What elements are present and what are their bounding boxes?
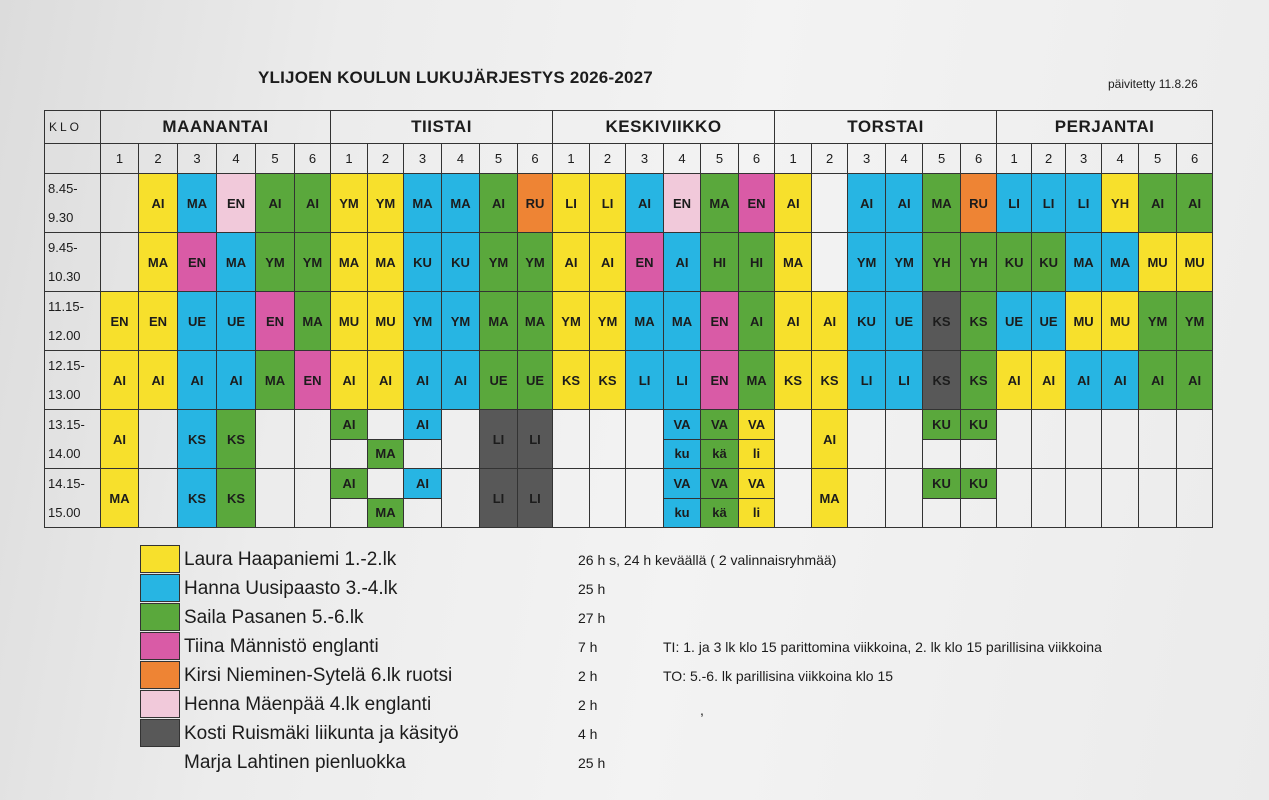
legend-hours: 7 h <box>578 639 598 655</box>
empty-cell <box>1066 469 1102 528</box>
empty-cell <box>1139 410 1177 469</box>
subject-cell: MA <box>480 292 518 351</box>
subject-cell: KS <box>961 292 997 351</box>
subject-cell: MA <box>217 233 256 292</box>
lesson-row-top <box>45 410 1213 440</box>
subject-cell: AI <box>217 351 256 410</box>
subject-cell-half <box>923 439 961 469</box>
subject-cell-half: KU <box>923 469 961 499</box>
time-end: 14.00 <box>48 446 81 461</box>
time-start: 11.15- <box>48 299 84 314</box>
subject-cell: KS <box>590 351 626 410</box>
hour-number: 1 <box>101 144 139 174</box>
subject-cell: AI <box>1139 174 1177 233</box>
legend-swatch <box>140 661 180 689</box>
subject-cell: MA <box>739 351 775 410</box>
subject-cell-half <box>368 469 404 499</box>
subject-cell: AI <box>139 174 178 233</box>
hour-number: 5 <box>923 144 961 174</box>
subject-cell: MA <box>775 233 812 292</box>
subject-cell: YM <box>331 174 368 233</box>
hour-number: 6 <box>1177 144 1213 174</box>
legend-note: TI: 1. ja 3 lk klo 15 parittomina viikkoina, 2. lk klo 15 parillisina viikkoina <box>663 639 1102 655</box>
subject-cell: AI <box>1032 351 1066 410</box>
subject-cell: EN <box>139 292 178 351</box>
subject-cell: EN <box>626 233 664 292</box>
subject-cell: YM <box>480 233 518 292</box>
legend-teacher-name: Henna Mäenpää 4.lk englanti <box>184 694 432 715</box>
empty-cell <box>1177 410 1213 469</box>
subject-cell: AI <box>331 351 368 410</box>
subject-cell: AI <box>442 351 480 410</box>
legend-teacher-name: Laura Haapaniemi 1.-2.lk <box>184 549 397 570</box>
hour-number: 6 <box>518 144 553 174</box>
time-cell <box>45 351 101 410</box>
updated-date: päivitetty 11.8.26 <box>1108 77 1198 91</box>
legend-row <box>140 719 1040 747</box>
hour-number: 4 <box>664 144 701 174</box>
hour-number: 2 <box>139 144 178 174</box>
empty-cell <box>256 469 295 528</box>
subject-cell: EN <box>217 174 256 233</box>
subject-cell: LI <box>1066 174 1102 233</box>
subject-cell: YM <box>404 292 442 351</box>
empty-cell <box>997 469 1032 528</box>
empty-cell <box>886 469 923 528</box>
subject-cell: KU <box>442 233 480 292</box>
time-end: 15.00 <box>48 505 81 520</box>
subject-cell: KU <box>404 233 442 292</box>
legend-hours: 27 h <box>578 610 606 626</box>
subject-cell-half <box>961 439 997 469</box>
time-cell <box>45 174 101 233</box>
subject-cell: LI <box>626 351 664 410</box>
subject-cell-half <box>331 498 368 528</box>
empty-cell <box>590 469 626 528</box>
hour-number-row <box>45 144 1213 174</box>
subject-cell-half: MA <box>368 498 404 528</box>
subject-cell-half: VA <box>739 469 775 499</box>
subject-cell: AI <box>812 292 848 351</box>
subject-cell: MA <box>139 233 178 292</box>
subject-cell-half <box>961 498 997 528</box>
hour-number: 2 <box>812 144 848 174</box>
subject-cell: MU <box>1139 233 1177 292</box>
subject-cell: MA <box>664 292 701 351</box>
hour-number: 4 <box>442 144 480 174</box>
subject-cell: MU <box>1066 292 1102 351</box>
subject-cell-half: ku <box>664 498 701 528</box>
empty-cell <box>812 174 848 233</box>
subject-cell: KS <box>217 469 256 528</box>
subject-cell-half: AI <box>404 469 442 499</box>
subject-cell: AI <box>1102 351 1139 410</box>
hour-number: 2 <box>1032 144 1066 174</box>
empty-cell <box>1032 469 1066 528</box>
empty-cell <box>626 469 664 528</box>
subject-cell: MA <box>626 292 664 351</box>
subject-cell: EN <box>256 292 295 351</box>
time-cell <box>45 292 101 351</box>
subject-cell-half: li <box>739 439 775 469</box>
empty-cell <box>1139 469 1177 528</box>
subject-cell-half: VA <box>701 469 739 499</box>
empty-cell <box>848 469 886 528</box>
time-start: 14.15- <box>48 476 85 491</box>
empty-cell <box>1102 410 1139 469</box>
subject-cell-half <box>368 410 404 440</box>
legend-hours: 2 h <box>578 697 598 713</box>
subject-cell: MA <box>701 174 739 233</box>
subject-cell-half: KU <box>923 410 961 440</box>
subject-cell: RU <box>518 174 553 233</box>
hour-number: 3 <box>626 144 664 174</box>
subject-cell: KU <box>848 292 886 351</box>
subject-cell: KS <box>923 351 961 410</box>
subject-cell: LI <box>480 410 518 469</box>
subject-cell: AI <box>626 174 664 233</box>
legend-row <box>140 748 1040 776</box>
empty-cell <box>1102 469 1139 528</box>
time-end: 10.30 <box>48 269 81 284</box>
subject-cell: LI <box>848 351 886 410</box>
subject-cell: YM <box>1177 292 1213 351</box>
subject-cell: YM <box>553 292 590 351</box>
subject-cell: AI <box>368 351 404 410</box>
subject-cell-half: VA <box>739 410 775 440</box>
subject-cell: LI <box>1032 174 1066 233</box>
subject-cell: LI <box>518 469 553 528</box>
stray-mark: , <box>700 702 704 718</box>
subject-cell: KS <box>217 410 256 469</box>
subject-cell: LI <box>590 174 626 233</box>
legend-hours: 25 h <box>578 755 606 771</box>
subject-cell: AI <box>178 351 217 410</box>
subject-cell: AI <box>1177 351 1213 410</box>
empty-cell <box>886 410 923 469</box>
subject-cell-half <box>923 498 961 528</box>
subject-cell: UE <box>997 292 1032 351</box>
legend-teacher-name: Kirsi Nieminen-Sytelä 6.lk ruotsi <box>184 665 453 686</box>
subject-cell: EN <box>101 292 139 351</box>
subject-cell: RU <box>961 174 997 233</box>
time-cell <box>45 233 101 292</box>
subject-cell-half: AI <box>331 410 368 440</box>
subject-cell: YM <box>1139 292 1177 351</box>
subject-cell: EN <box>739 174 775 233</box>
legend-hours: 4 h <box>578 726 598 742</box>
subject-cell-half: ku <box>664 439 701 469</box>
subject-cell: YH <box>961 233 997 292</box>
subject-cell: YM <box>590 292 626 351</box>
subject-cell: AI <box>590 233 626 292</box>
empty-cell <box>775 469 812 528</box>
subject-cell: UE <box>1032 292 1066 351</box>
subject-cell-half: li <box>739 498 775 528</box>
hour-number: 1 <box>553 144 590 174</box>
empty-cell <box>553 469 590 528</box>
hour-number: 4 <box>886 144 923 174</box>
time-end: 9.30 <box>48 210 74 225</box>
subject-cell: KU <box>997 233 1032 292</box>
subject-cell-half: KU <box>961 410 997 440</box>
subject-cell: UE <box>178 292 217 351</box>
empty-cell <box>1066 410 1102 469</box>
empty-cell <box>442 410 480 469</box>
subject-cell: LI <box>997 174 1032 233</box>
subject-cell: LI <box>518 410 553 469</box>
subject-cell: MU <box>1102 292 1139 351</box>
subject-cell: LI <box>886 351 923 410</box>
hour-number: 3 <box>848 144 886 174</box>
subject-cell: MA <box>812 469 848 528</box>
subject-cell: MA <box>101 469 139 528</box>
empty-cell <box>590 410 626 469</box>
hour-number: 1 <box>997 144 1032 174</box>
subject-cell: MA <box>331 233 368 292</box>
empty-cell <box>1032 410 1066 469</box>
subject-cell: UE <box>518 351 553 410</box>
subject-cell: AI <box>139 351 178 410</box>
day-header: MAANANTAI <box>101 111 331 144</box>
subject-cell: MA <box>368 233 404 292</box>
empty-cell <box>139 410 178 469</box>
subject-cell: YH <box>1102 174 1139 233</box>
hour-number: 3 <box>404 144 442 174</box>
time-start: 12.15- <box>48 358 85 373</box>
hour-number: 2 <box>590 144 626 174</box>
subject-cell: KS <box>775 351 812 410</box>
subject-cell: UE <box>480 351 518 410</box>
time-start: 9.45- <box>48 240 78 255</box>
hour-number: 5 <box>1139 144 1177 174</box>
subject-cell: AI <box>1066 351 1102 410</box>
subject-cell: MA <box>256 351 295 410</box>
subject-cell: AI <box>1139 351 1177 410</box>
subject-cell-half: kä <box>701 498 739 528</box>
legend-teacher-name: Marja Lahtinen pienluokka <box>184 752 406 773</box>
subject-cell: AI <box>886 174 923 233</box>
subject-cell: KS <box>178 469 217 528</box>
subject-cell: EN <box>178 233 217 292</box>
subject-cell-half: AI <box>404 410 442 440</box>
subject-cell-half: AI <box>331 469 368 499</box>
subject-cell: YM <box>295 233 331 292</box>
subject-cell-half: KU <box>961 469 997 499</box>
subject-cell: MU <box>331 292 368 351</box>
subject-cell: AI <box>480 174 518 233</box>
subject-cell: HI <box>701 233 739 292</box>
legend-swatch <box>140 719 180 747</box>
hour-number: 3 <box>178 144 217 174</box>
hour-number: 1 <box>331 144 368 174</box>
time-end: 12.00 <box>48 328 81 343</box>
legend-row <box>140 545 1040 573</box>
subject-cell: EN <box>295 351 331 410</box>
subject-cell-half <box>331 439 368 469</box>
subject-cell: MA <box>518 292 553 351</box>
hour-number: 5 <box>256 144 295 174</box>
time-cell <box>45 410 101 469</box>
subject-cell: MU <box>1177 233 1213 292</box>
legend-teacher-name: Kosti Ruismäki liikunta ja käsityö <box>184 723 459 744</box>
subject-cell: MA <box>295 292 331 351</box>
time-end: 13.00 <box>48 387 81 402</box>
legend-swatch <box>140 545 180 573</box>
subject-cell: KS <box>178 410 217 469</box>
subject-cell: YM <box>368 174 404 233</box>
legend-swatch <box>140 690 180 718</box>
subject-cell: AI <box>1177 174 1213 233</box>
subject-cell-half <box>404 439 442 469</box>
empty-cell <box>295 469 331 528</box>
hour-number: 4 <box>217 144 256 174</box>
day-header: PERJANTAI <box>997 111 1213 144</box>
legend-row <box>140 690 1040 718</box>
hour-number: 1 <box>775 144 812 174</box>
legend-teacher-name: Tiina Männistö englanti <box>184 636 379 657</box>
time-start: 8.45- <box>48 181 78 196</box>
day-header: TORSTAI <box>775 111 997 144</box>
hour-number: 5 <box>701 144 739 174</box>
subject-cell: MU <box>368 292 404 351</box>
legend-row <box>140 574 1040 602</box>
subject-cell: YH <box>923 233 961 292</box>
empty-cell <box>139 469 178 528</box>
subject-cell: EN <box>701 292 739 351</box>
subject-cell: LI <box>553 174 590 233</box>
subject-cell: AI <box>404 351 442 410</box>
document-title: YLIJOEN KOULUN LUKUJÄRJESTYS 2026-2027 <box>258 68 653 87</box>
subject-cell: AI <box>101 351 139 410</box>
subject-cell-half: kä <box>701 439 739 469</box>
subject-cell: KS <box>812 351 848 410</box>
subject-cell: AI <box>997 351 1032 410</box>
klo-label: KLO <box>45 111 101 144</box>
timetable <box>44 110 1213 528</box>
hour-number: 3 <box>1066 144 1102 174</box>
legend-teacher-name: Saila Pasanen 5.-6.lk <box>184 607 364 628</box>
empty-cell <box>775 410 812 469</box>
day-header: TIISTAI <box>331 111 553 144</box>
empty-cell <box>101 174 139 233</box>
hour-number: 2 <box>368 144 404 174</box>
subject-cell: YM <box>442 292 480 351</box>
subject-cell: MA <box>923 174 961 233</box>
subject-cell: MA <box>1102 233 1139 292</box>
subject-cell: LI <box>664 351 701 410</box>
empty-cell <box>101 233 139 292</box>
subject-cell-half: VA <box>664 410 701 440</box>
legend-row <box>140 603 1040 631</box>
subject-cell: AI <box>664 233 701 292</box>
subject-cell: AI <box>553 233 590 292</box>
subject-cell: AI <box>775 292 812 351</box>
legend-hours: 2 h <box>578 668 598 684</box>
legend-swatch <box>140 574 180 602</box>
subject-cell: EN <box>664 174 701 233</box>
subject-cell: YM <box>886 233 923 292</box>
legend-swatch <box>140 632 180 660</box>
legend-hours: 26 h s, 24 h keväällä ( 2 valinnaisryhmää) <box>578 552 837 568</box>
subject-cell: AI <box>775 174 812 233</box>
legend-hours: 25 h <box>578 581 606 597</box>
legend-row <box>140 661 1040 689</box>
empty-cell <box>442 469 480 528</box>
subject-cell-half: MA <box>368 439 404 469</box>
legend-row <box>140 632 1102 660</box>
subject-cell: MA <box>178 174 217 233</box>
hour-number: 6 <box>295 144 331 174</box>
empty-cell <box>626 410 664 469</box>
empty-cell <box>1177 469 1213 528</box>
hour-number: 6 <box>739 144 775 174</box>
subject-cell: AI <box>848 174 886 233</box>
subject-cell: EN <box>701 351 739 410</box>
subject-cell: AI <box>101 410 139 469</box>
legend-teacher-name: Hanna Uusipaasto 3.-4.lk <box>184 578 398 599</box>
subject-cell: HI <box>739 233 775 292</box>
hour-number: 6 <box>961 144 997 174</box>
blank-corner <box>45 144 101 174</box>
subject-cell: AI <box>256 174 295 233</box>
day-header: KESKIVIIKKO <box>553 111 775 144</box>
empty-cell <box>256 410 295 469</box>
subject-cell-half: VA <box>701 410 739 440</box>
empty-cell <box>295 410 331 469</box>
subject-cell: LI <box>480 469 518 528</box>
subject-cell-half <box>404 498 442 528</box>
empty-cell <box>812 233 848 292</box>
lesson-row-top <box>45 469 1213 499</box>
subject-cell: KS <box>553 351 590 410</box>
subject-cell: KS <box>961 351 997 410</box>
subject-cell: AI <box>739 292 775 351</box>
subject-cell-half: VA <box>664 469 701 499</box>
subject-cell: AI <box>295 174 331 233</box>
subject-cell: AI <box>812 410 848 469</box>
hour-number: 4 <box>1102 144 1139 174</box>
subject-cell: UE <box>886 292 923 351</box>
hour-number: 5 <box>480 144 518 174</box>
legend-swatch <box>140 603 180 631</box>
subject-cell: MA <box>442 174 480 233</box>
subject-cell: YM <box>518 233 553 292</box>
subject-cell: MA <box>1066 233 1102 292</box>
empty-cell <box>553 410 590 469</box>
legend-note: TO: 5.-6. lk parillisina viikkoina klo 15 <box>663 668 894 684</box>
subject-cell: YM <box>256 233 295 292</box>
subject-cell: YM <box>848 233 886 292</box>
subject-cell: KS <box>923 292 961 351</box>
subject-cell: KU <box>1032 233 1066 292</box>
day-header-row <box>45 111 1213 144</box>
subject-cell: MA <box>404 174 442 233</box>
time-start: 13.15- <box>48 417 85 432</box>
time-cell <box>45 469 101 528</box>
empty-cell <box>997 410 1032 469</box>
empty-cell <box>848 410 886 469</box>
subject-cell: UE <box>217 292 256 351</box>
